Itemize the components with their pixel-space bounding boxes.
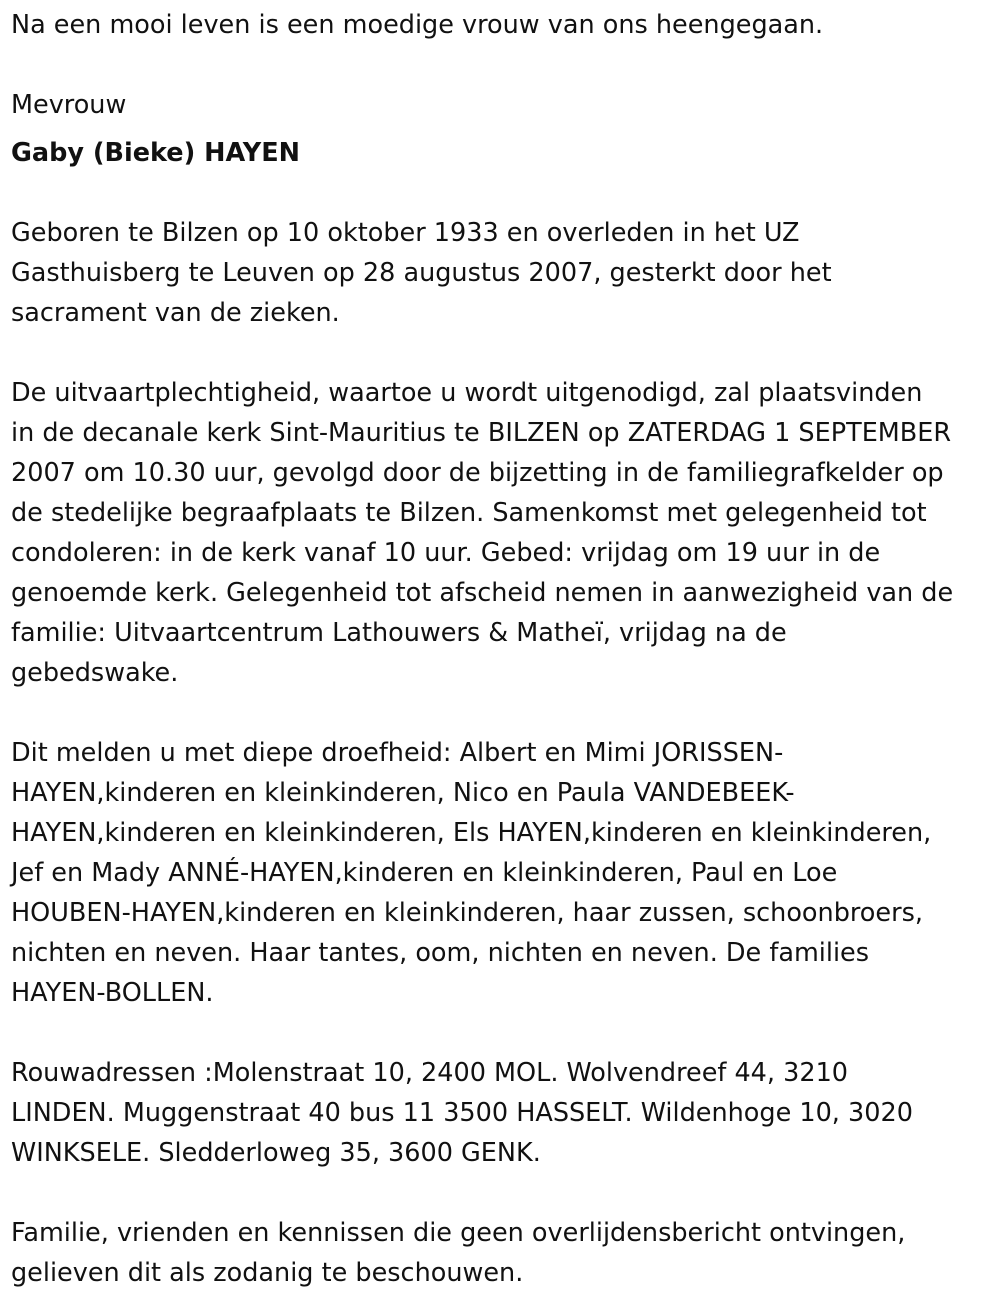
spacer <box>11 333 991 373</box>
addresses-paragraph <box>11 1053 991 1173</box>
closing-paragraph <box>11 1213 991 1293</box>
paragraph-line: Jef en Mady ANNÉ-HAYEN,kinderen en kleinkinderen, Paul en Loe <box>11 858 838 888</box>
paragraph-line: sacrament van de zieken. <box>11 298 340 328</box>
paragraph-line: HAYEN,kinderen en kleinkinderen, Nico en Paula VANDEBEEK- <box>11 778 795 808</box>
obituary-notice <box>11 5 991 1293</box>
ceremony-paragraph <box>11 373 991 693</box>
paragraph-line: LINDEN. Muggenstraat 40 bus 11 3500 HASSELT. Wildenhoge 10, 3020 <box>11 1098 913 1128</box>
spacer <box>11 1173 991 1213</box>
name-line: Gaby (Bieke) HAYEN <box>11 138 300 168</box>
birth-death-paragraph <box>11 213 991 333</box>
spacer <box>11 693 991 733</box>
paragraph-line: condoleren: in de kerk vanaf 10 uur. Gebed: vrijdag om 19 uur in de <box>11 538 881 568</box>
paragraph-line: 2007 om 10.30 uur, gevolgd door de bijzetting in de familiegrafkelder op <box>11 458 944 488</box>
spacer <box>11 45 991 85</box>
spacer <box>11 125 991 133</box>
paragraph-line: HOUBEN-HAYEN,kinderen en kleinkinderen, haar zussen, schoonbroers, <box>11 898 923 928</box>
paragraph-line: Dit melden u met diepe droefheid: Albert en Mimi JORISSEN- <box>11 738 784 768</box>
paragraph-line: Familie, vrienden en kennissen die geen overlijdensbericht ontvingen, <box>11 1218 906 1248</box>
family-paragraph <box>11 733 991 1013</box>
paragraph-line: Gasthuisberg te Leuven op 28 augustus 2007, gesterkt door het <box>11 258 832 288</box>
paragraph-line: familie: Uitvaartcentrum Lathouwers & Matheï, vrijdag na de <box>11 618 787 648</box>
paragraph-line: gebedswake. <box>11 658 179 688</box>
paragraph-line: HAYEN,kinderen en kleinkinderen, Els HAYEN,kinderen en kleinkinderen, <box>11 818 932 848</box>
honorific: Mevrouw <box>11 90 127 120</box>
deceased-name <box>11 133 991 173</box>
spacer <box>11 173 991 213</box>
paragraph-line: de stedelijke begraafplaats te Bilzen. Samenkomst met gelegenheid tot <box>11 498 927 528</box>
title-text <box>11 85 991 125</box>
paragraph-line: Geboren te Bilzen op 10 oktober 1933 en overleden in het UZ <box>11 218 800 248</box>
paragraph-line: nichten en neven. Haar tantes, oom, nichten en neven. De families <box>11 938 870 968</box>
paragraph-line: HAYEN-BOLLEN. <box>11 978 214 1008</box>
paragraph-line: gelieven dit als zodanig te beschouwen. <box>11 1258 524 1288</box>
paragraph-line: WINKSELE. Sledderloweg 35, 3600 GENK. <box>11 1138 541 1168</box>
paragraph-line: genoemde kerk. Gelegenheid tot afscheid nemen in aanwezigheid van de <box>11 578 954 608</box>
paragraph-line: Rouwadressen :Molenstraat 10, 2400 MOL. Wolvendreef 44, 3210 <box>11 1058 849 1088</box>
spacer <box>11 1013 991 1053</box>
intro-text <box>11 5 991 45</box>
paragraph-line: De uitvaartplechtigheid, waartoe u wordt uitgenodigd, zal plaatsvinden <box>11 378 923 408</box>
intro-line: Na een mooi leven is een moedige vrouw van ons heengegaan. <box>11 10 824 40</box>
paragraph-line: in de decanale kerk Sint-Mauritius te BILZEN op ZATERDAG 1 SEPTEMBER <box>11 418 952 448</box>
